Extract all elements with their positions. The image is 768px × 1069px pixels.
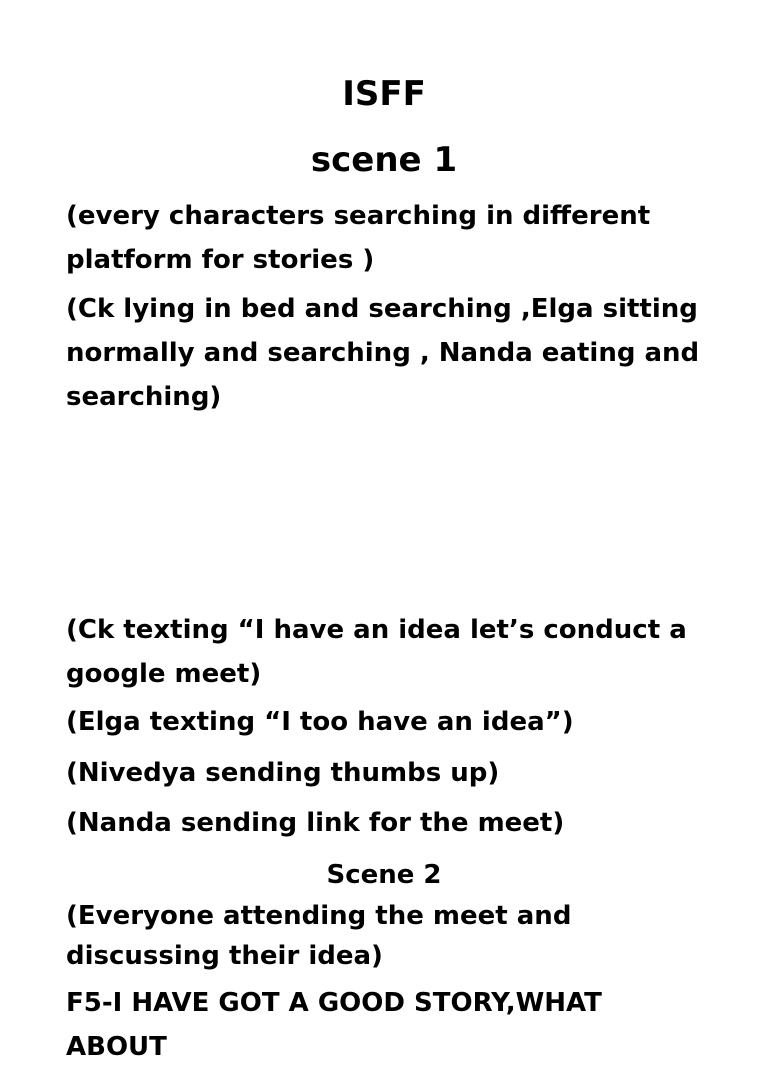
scene-2-heading: Scene 2 [326, 860, 442, 890]
scene-1-direction-2: (Ck lying in bed and searching ,Elga sitting normally and searching , Nanda eating and searching) [66, 294, 700, 412]
scene-1-heading: scene 1 [310, 140, 458, 180]
scene-2-direction-1: (Everyone attending the meet and discussing their idea) [66, 901, 572, 971]
scene-2-dialogue-1: F5-I HAVE GOT A GOOD STORY,WHAT ABOUT [66, 988, 602, 1062]
scene-1-direction-3: (Ck texting “I have an idea let’s conduct a google meet) [66, 615, 687, 689]
scene-1-direction-4: (Elga texting “I too have an idea”) [66, 707, 574, 737]
scene-1-direction-6: (Nanda sending link for the meet) [66, 808, 565, 838]
document-title: ISFF [342, 74, 426, 114]
scene-1-direction-1: (every characters searching in different platform for stories ) [66, 201, 651, 275]
scene-1-direction-5: (Nivedya sending thumbs up) [66, 758, 500, 788]
